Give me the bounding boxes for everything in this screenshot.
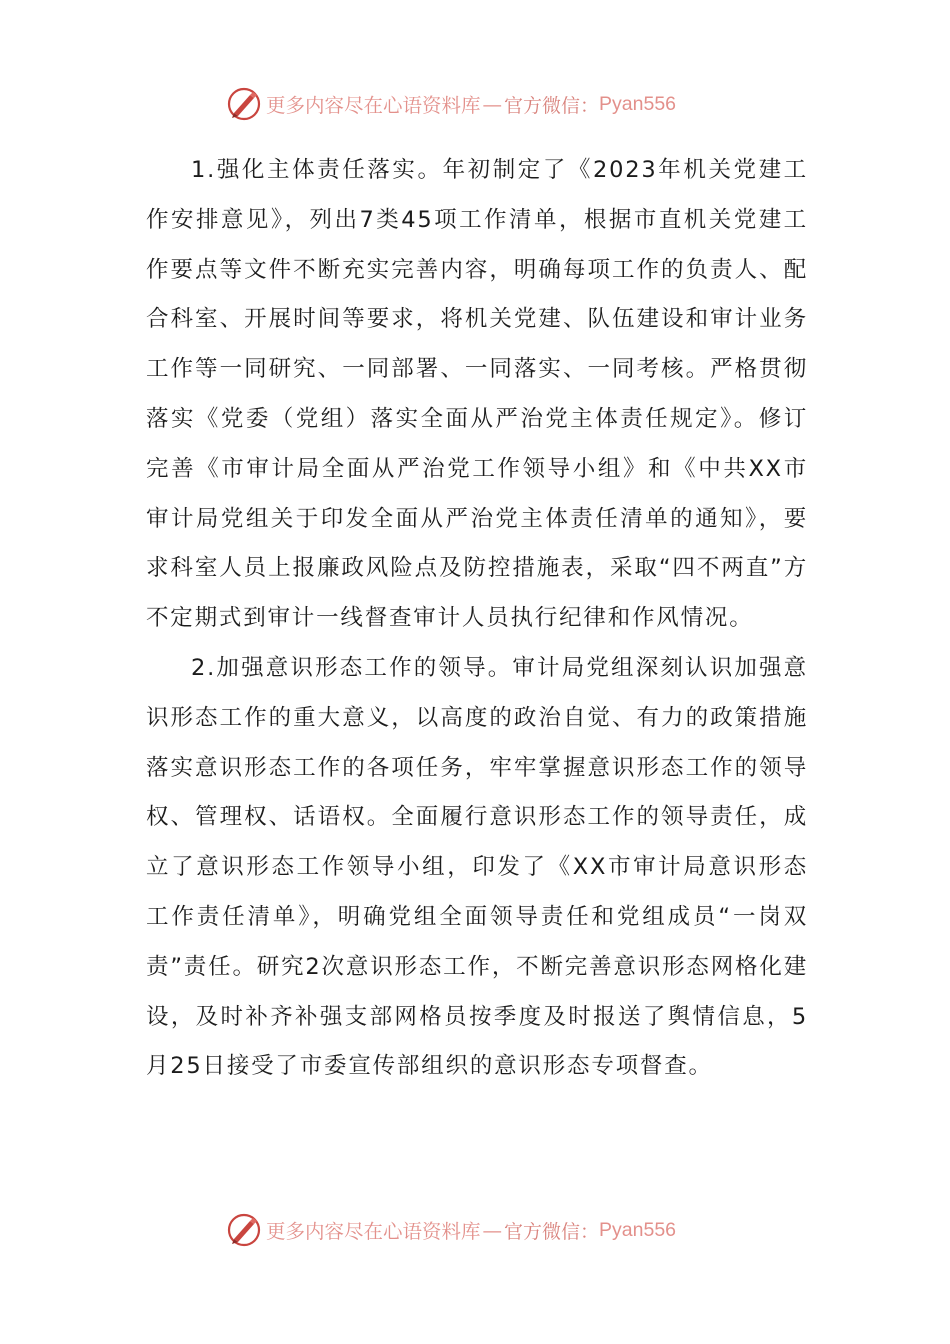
footer-watermark [226,1210,746,1250]
watermark-wechat-id: Pyan556 [599,1218,677,1241]
watermark-main-text: 更多内容尽在心语资料库 [266,1220,481,1243]
paragraph-2: 2.加强意识形态工作的领导。审计局党组深刻认识加强意识形态工作的重大意义，以高度的政治自觉、有力的政策措施落实意识形态工作的各项任务，牢牢掌握意识形态工作的领导权、管理权、话语权。全面履行意识形态工作的领导责任，成立了意识形态工作领导小组，印发了《XX市审计局意识形态工作责任清单》，明确党组全面领导责任和党组成员“一岗双责”责任。研究2次意识形态工作，不断完善意识形态网格化建设，及时补齐补强支部网格员按季度及时报送了舆情信息，5月25日接受了市委宣传部组织的意识形态专项督查。 [146,654,808,1080]
pen-logo-icon [226,86,262,122]
watermark-wechat-id: Pyan556 [599,92,677,115]
document-body [146,146,808,1092]
watermark-dash: — [482,1218,503,1242]
watermark-sub-label: 官方微信： [504,94,600,117]
header-watermark [226,84,746,124]
pen-logo-icon [226,1212,262,1248]
watermark-dash: — [482,92,503,116]
watermark-main-text: 更多内容尽在心语资料库 [266,94,481,117]
watermark-sub-label: 官方微信： [504,1220,600,1243]
paragraph-1: 1.强化主体责任落实。年初制定了《2023年机关党建工作安排意见》，列出7类45项工作清单，根据市直机关党建工作要点等文件不断充实完善内容，明确每项工作的负责人、配合科室、开展时间等要求，将机关党建、队伍建设和审计业务工作等一同研究、一同部署、一同落实、一同考核。严格贯彻落实《党委（党组）落实全面从严治党主体责任规定》。修订完善《市审计局全面从严治党工作领导小组》和《中共XX市审计局党组关于印发全面从严治党主体责任清单的通知》，要求科室人员上报廉政风险点及防控措施表，采取“四不两直”方不定期式到审计一线督查审计人员执行纪律和作风情况。 [146,157,808,632]
